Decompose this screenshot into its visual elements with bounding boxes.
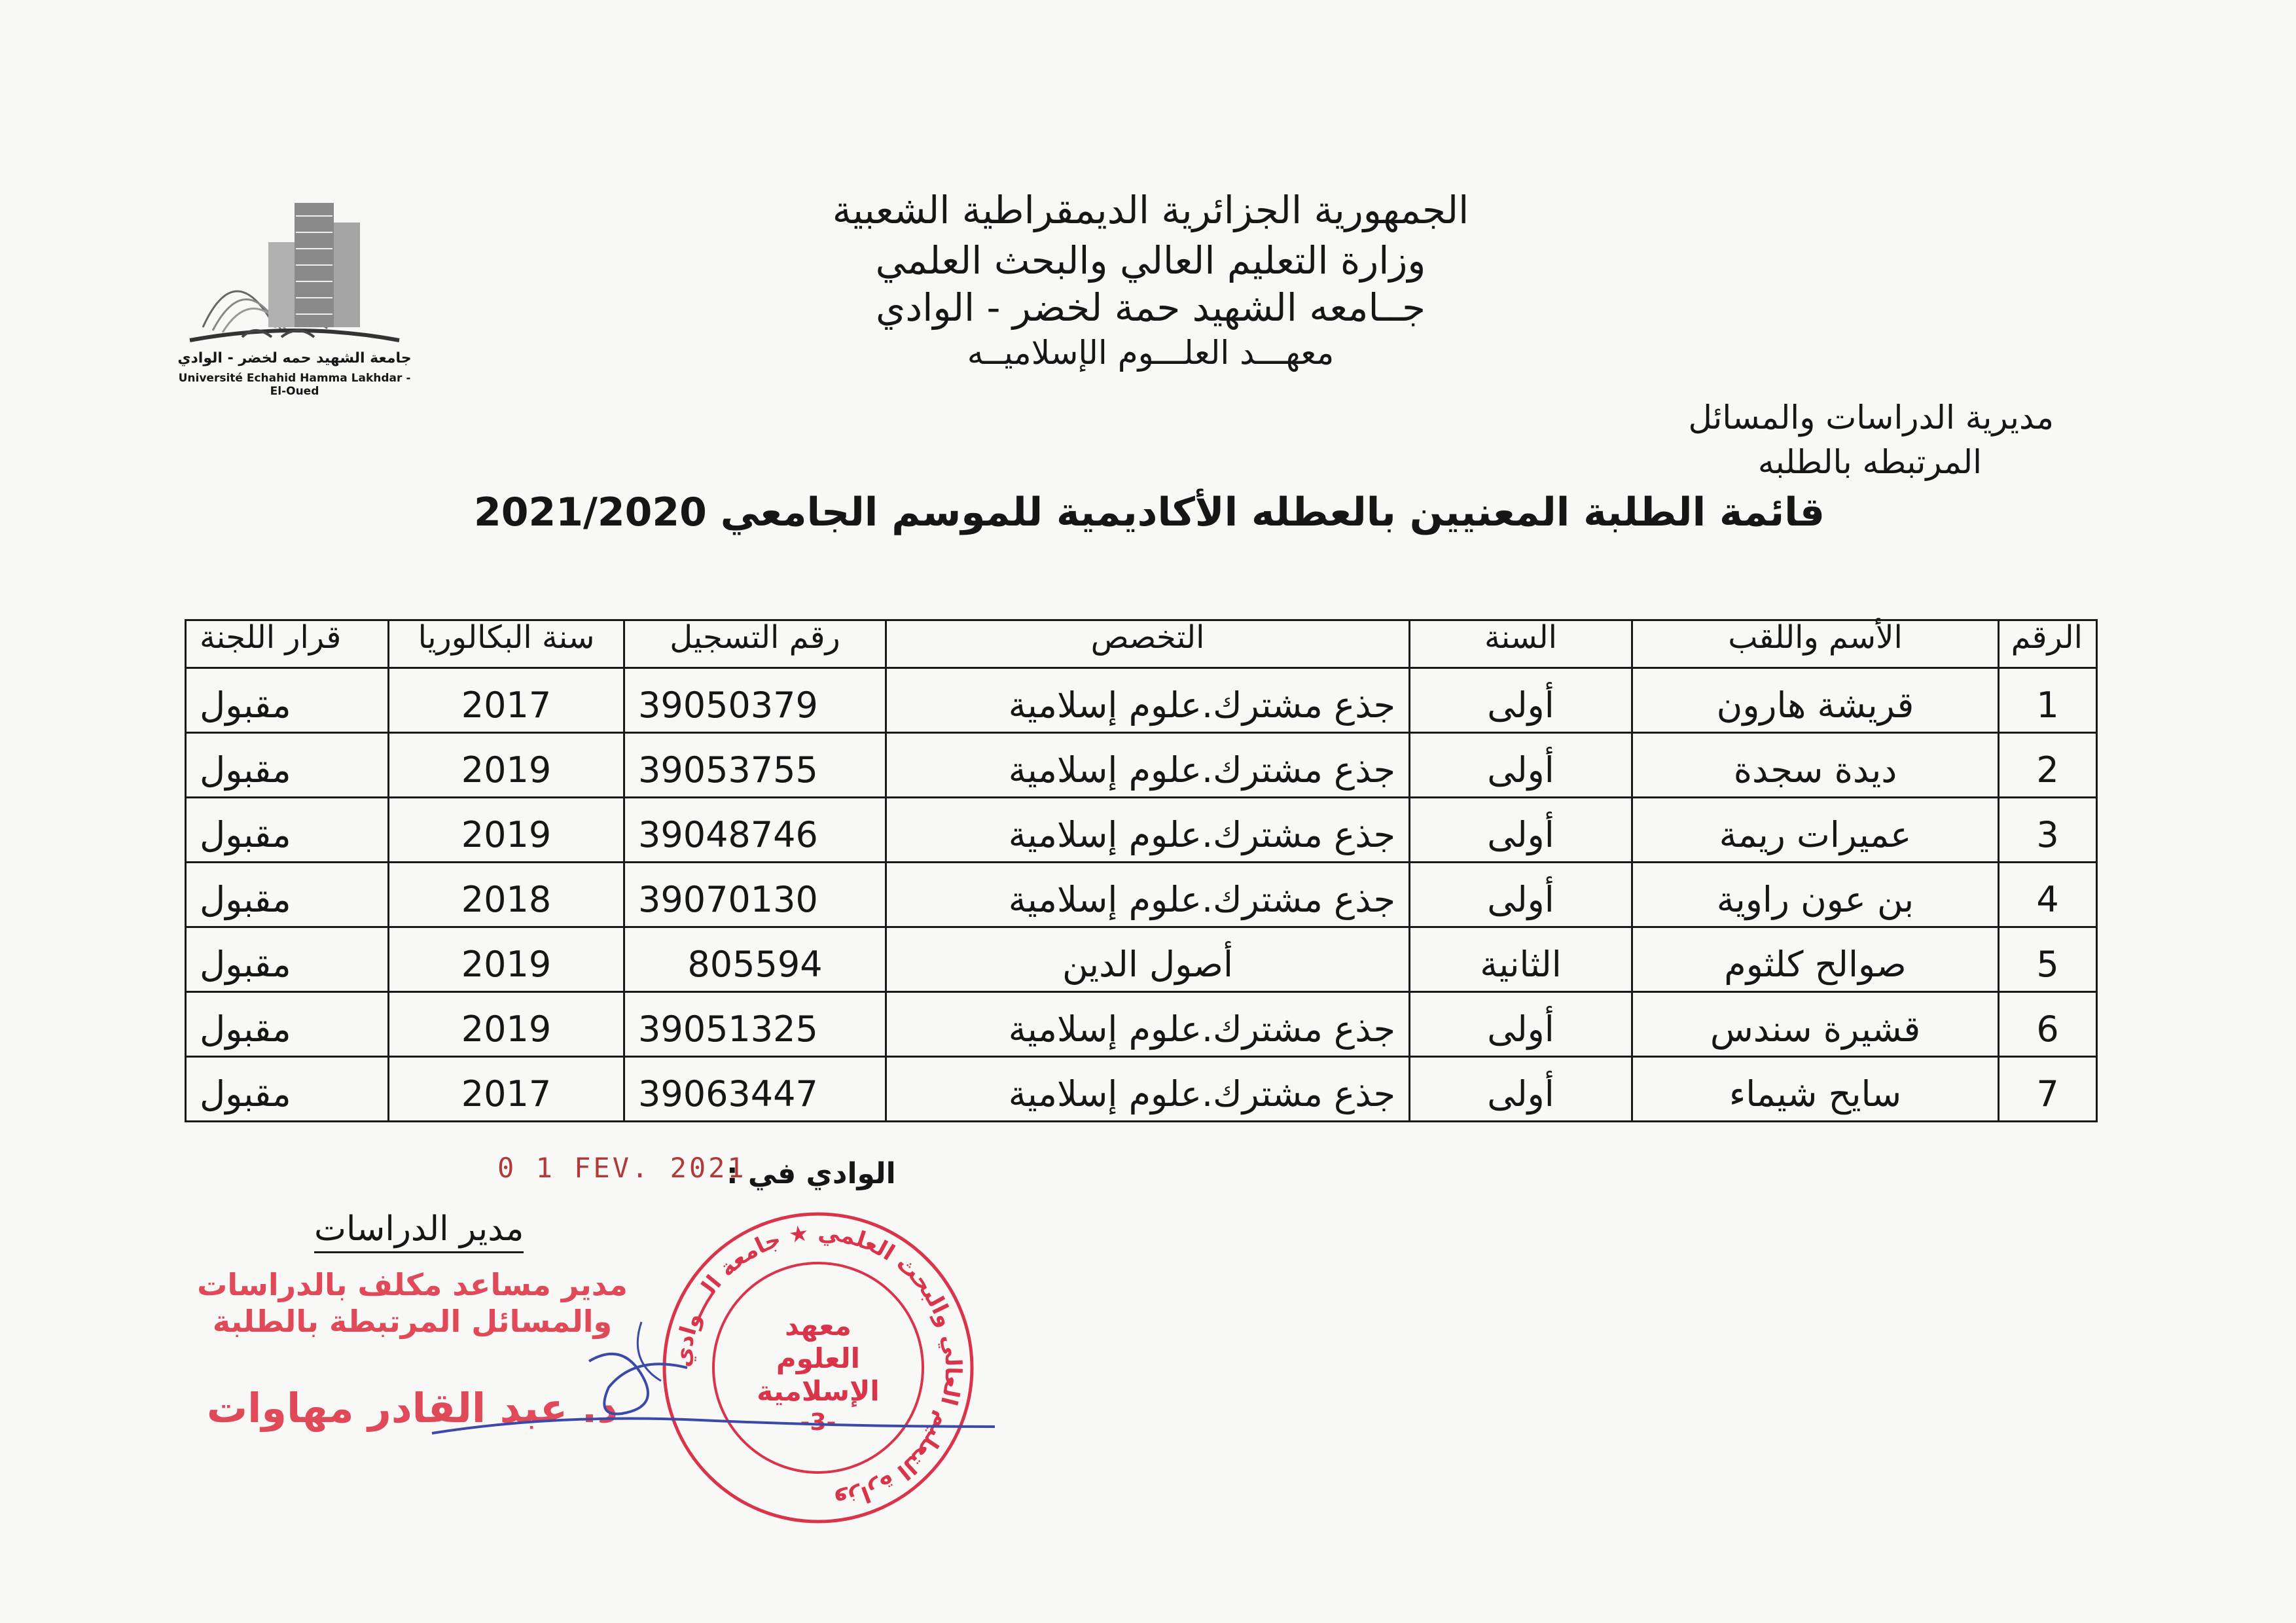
cell-decision: مقبول — [186, 668, 389, 733]
handwritten-signature-icon — [425, 1283, 1001, 1466]
director-title: مدير الدراسات — [314, 1209, 524, 1253]
cell-specialty: جذع مشترك.علوم إسلامية — [886, 668, 1410, 733]
students-table — [185, 619, 2098, 1122]
cell-num: 5 — [1999, 927, 2097, 992]
header-specialty: التخصص — [886, 620, 1410, 668]
cell-name: قريشة هارون — [1632, 668, 1999, 733]
cell-bac-year: 2017 — [389, 668, 624, 733]
department-line-2: المرتبطه بالطلبه — [1757, 443, 1982, 481]
cell-num: 4 — [1999, 863, 2097, 927]
cell-registration: 39048746 — [624, 798, 886, 863]
seal-center-line-1: معهد — [785, 1310, 852, 1342]
cell-bac-year: 2019 — [389, 927, 624, 992]
cell-registration: 39051325 — [624, 992, 886, 1057]
cell-year: الثانية — [1410, 927, 1632, 992]
table-row — [186, 733, 2097, 798]
table-header-row — [186, 620, 2097, 668]
table-row — [186, 927, 2097, 992]
cell-year: أولى — [1410, 992, 1632, 1057]
header-num: الرقم — [1999, 620, 2097, 668]
cell-decision: مقبول — [186, 992, 389, 1057]
table-row — [186, 668, 2097, 733]
cell-bac-year: 2017 — [389, 1057, 624, 1122]
cell-decision: مقبول — [186, 798, 389, 863]
cell-bac-year: 2019 — [389, 798, 624, 863]
cell-registration: 39070130 — [624, 863, 886, 927]
republic-name: الجمهورية الجزائرية الديمقراطية الشعبية — [832, 188, 1469, 232]
cell-specialty: جذع مشترك.علوم إسلامية — [886, 798, 1410, 863]
cell-num: 1 — [1999, 668, 2097, 733]
header-decision: قرار اللجنة — [186, 620, 389, 668]
place-label: الوادي في : — [726, 1157, 896, 1190]
seal-center-line-3: الإسلامية — [757, 1375, 880, 1407]
department-label — [1689, 395, 2054, 484]
document-title: قائمة الطلبة المعنيين بالعطله الأكاديمية للموسم الجامعي 2021/2020 — [473, 490, 1825, 535]
cell-num: 2 — [1999, 733, 2097, 798]
table-row — [186, 992, 2097, 1057]
cell-num: 7 — [1999, 1057, 2097, 1122]
date-stamp: 0 1 FEV. 2021 — [497, 1152, 747, 1184]
cell-name: بن عون راوية — [1632, 863, 1999, 927]
cell-name: سايح شيماء — [1632, 1057, 1999, 1122]
cell-decision: مقبول — [186, 1057, 389, 1122]
cell-name: ديدة سجدة — [1632, 733, 1999, 798]
cell-specialty: أصول الدين — [886, 927, 1410, 992]
stamp-line-1: مدير مساعد مكلف بالدراسات — [197, 1267, 628, 1302]
seal-center-line-4: -3- — [800, 1409, 836, 1436]
seal-ring-text: وزارة التعليم العالي والبحث العلمي ★ جامعة الـــوادي — [670, 1219, 967, 1515]
cell-num: 6 — [1999, 992, 2097, 1057]
cell-registration: 39050379 — [624, 668, 886, 733]
letterhead — [725, 183, 1576, 374]
cell-registration: 39053755 — [624, 733, 886, 798]
cell-name: صوالح كلثوم — [1632, 927, 1999, 992]
cell-name: عميرات ريمة — [1632, 798, 1999, 863]
ministry-name: وزارة التعليم العالي والبحث العلمي — [875, 238, 1426, 283]
cell-decision: مقبول — [186, 927, 389, 992]
cell-bac-year: 2019 — [389, 733, 624, 798]
cell-year: أولى — [1410, 733, 1632, 798]
cell-decision: مقبول — [186, 733, 389, 798]
cell-year: أولى — [1410, 798, 1632, 863]
cell-year: أولى — [1410, 863, 1632, 927]
header-year: السنة — [1410, 620, 1632, 668]
header-bac-year: سنة البكالوريا — [389, 620, 624, 668]
cell-registration: 805594 — [624, 927, 886, 992]
table-row — [186, 1057, 2097, 1122]
logo-caption-french: Université Echahid Hamma Lakhdar - El-Oued — [178, 372, 411, 398]
logo-caption-arabic: جامعة الشهيد حمه لخضر - الوادي — [177, 350, 412, 366]
cell-specialty: جذع مشترك.علوم إسلامية — [886, 863, 1410, 927]
header-name: الأسم واللقب — [1632, 620, 1999, 668]
cell-specialty: جذع مشترك.علوم إسلامية — [886, 992, 1410, 1057]
cell-registration: 39063447 — [624, 1057, 886, 1122]
university-name: جــامعه الشهيد حمة لخضر - الوادي — [876, 285, 1426, 330]
stamp-line-2: والمسائل المرتبطة بالطلبة — [212, 1304, 613, 1339]
cell-bac-year: 2018 — [389, 863, 624, 927]
cell-num: 3 — [1999, 798, 2097, 863]
cell-specialty: جذع مشترك.علوم إسلامية — [886, 1057, 1410, 1122]
cell-year: أولى — [1410, 668, 1632, 733]
institute-name: معهـــد العلـــوم الإسلاميــه — [967, 334, 1335, 372]
department-line-1: مديرية الدراسات والمسائل — [1688, 399, 2054, 437]
seal-center-line-2: العلوم — [776, 1342, 861, 1374]
cell-name: قشيرة سندس — [1632, 992, 1999, 1057]
header-registration: رقم التسجيل — [624, 620, 886, 668]
table-row — [186, 863, 2097, 927]
cell-decision: مقبول — [186, 863, 389, 927]
stamp-signer-name: د. عبد القادر مهاوات — [206, 1384, 619, 1432]
table-row — [186, 798, 2097, 863]
cell-specialty: جذع مشترك.علوم إسلامية — [886, 733, 1410, 798]
cell-bac-year: 2019 — [389, 992, 624, 1057]
cell-year: أولى — [1410, 1057, 1632, 1122]
